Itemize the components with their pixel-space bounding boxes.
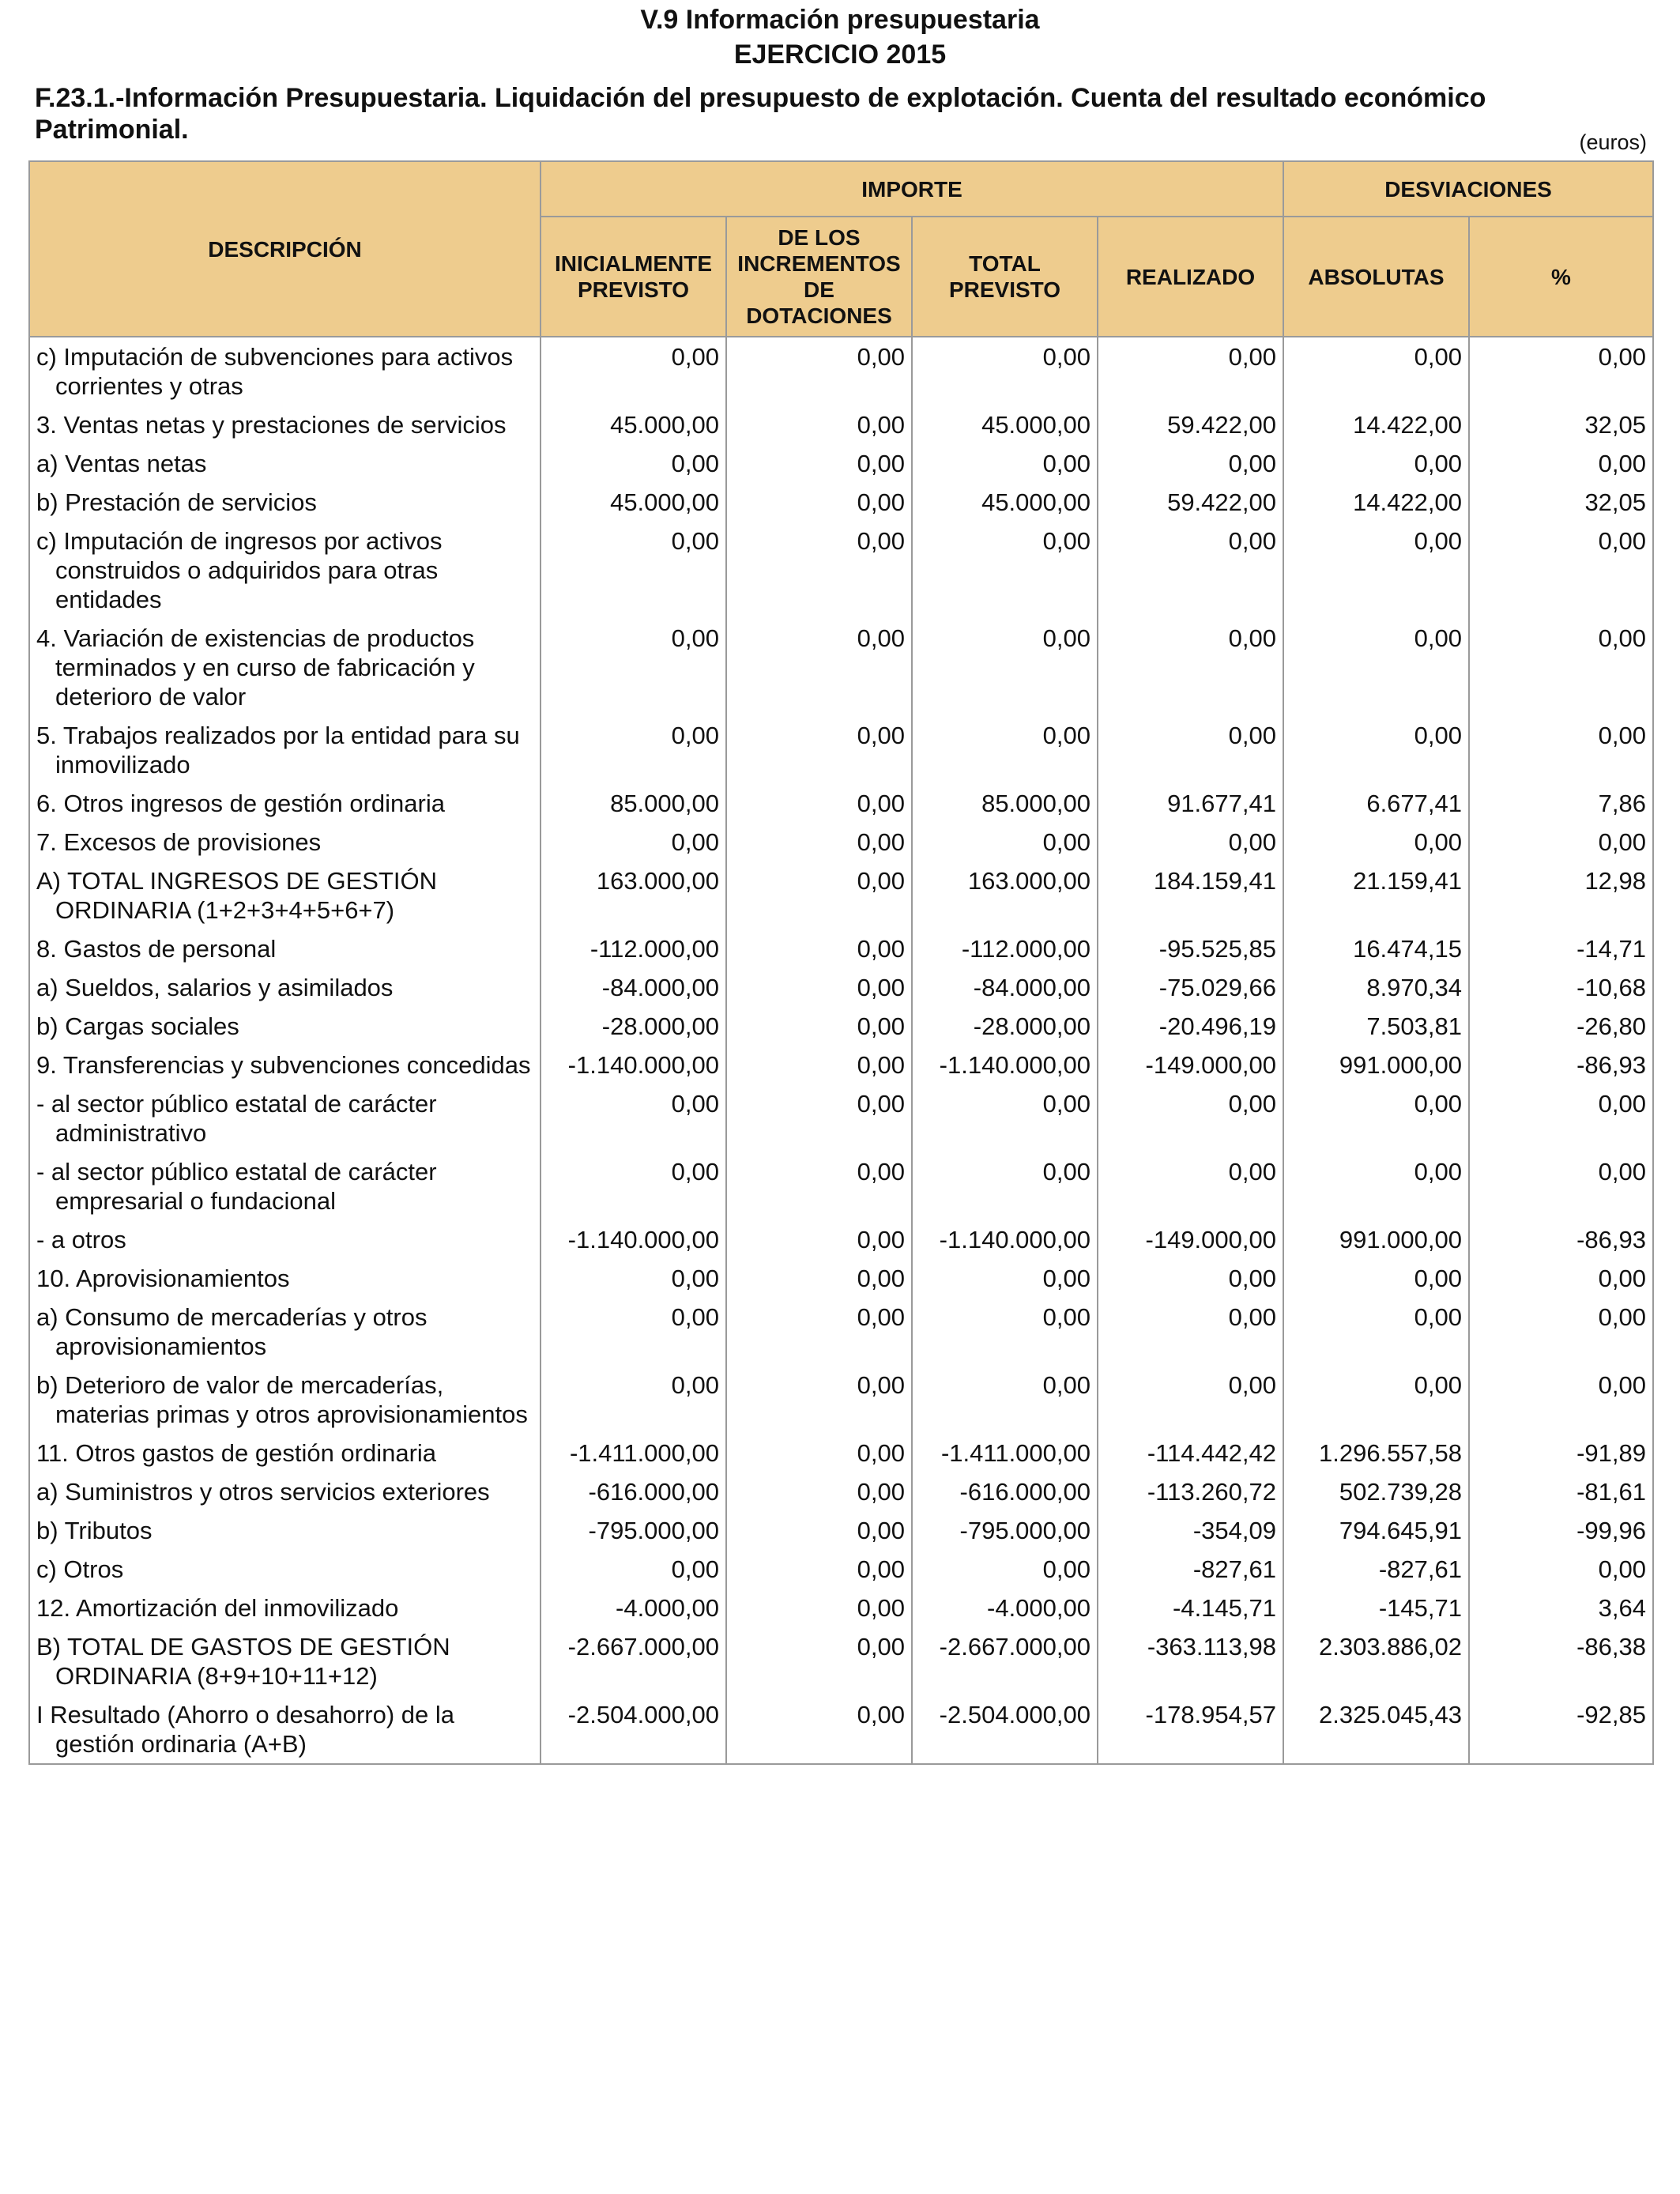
incrementos-cell: 0,00 [726,1472,912,1511]
total-previsto-cell: -28.000,00 [912,1007,1098,1046]
absolutas-cell: 0,00 [1283,522,1469,619]
table-row [29,1627,1653,1695]
absolutas-cell: 8.970,34 [1283,968,1469,1007]
incrementos-cell: 0,00 [726,483,912,522]
realizado-cell: -114.442,42 [1098,1434,1283,1472]
realizado-cell: 0,00 [1098,823,1283,861]
realizado-cell: -363.113,98 [1098,1627,1283,1695]
incrementos-cell: 0,00 [726,522,912,619]
realizado-cell: 0,00 [1098,1259,1283,1298]
inicialmente-previsto-cell: 0,00 [541,716,726,784]
description-cell: B) TOTAL DE GASTOS DE GESTIÓN ORDINARIA (8+9+10+11+12) [29,1627,541,1695]
incrementos-cell: 0,00 [726,405,912,444]
incrementos-cell: 0,00 [726,1220,912,1259]
porcentaje-cell: -10,68 [1469,968,1653,1007]
incrementos-cell: 0,00 [726,1084,912,1152]
description-cell: 6. Otros ingresos de gestión ordinaria [29,784,541,823]
header-incrementos: DE LOS INCREMENTOS DE DOTACIONES [726,217,912,337]
total-previsto-cell: 0,00 [912,444,1098,483]
total-previsto-cell: 85.000,00 [912,784,1098,823]
realizado-cell: 91.677,41 [1098,784,1283,823]
table-row [29,716,1653,784]
realizado-cell: 184.159,41 [1098,861,1283,929]
total-previsto-cell: 0,00 [912,1550,1098,1589]
porcentaje-cell: 0,00 [1469,823,1653,861]
incrementos-cell: 0,00 [726,929,912,968]
porcentaje-cell: 0,00 [1469,1366,1653,1434]
table-row [29,1589,1653,1627]
table-row [29,1550,1653,1589]
description-cell: c) Otros [29,1550,541,1589]
porcentaje-cell: 0,00 [1469,716,1653,784]
inicialmente-previsto-cell: -112.000,00 [541,929,726,968]
description-cell: - al sector público estatal de carácter empresarial o fundacional [29,1152,541,1220]
budget-table [28,160,1654,1765]
realizado-cell: 0,00 [1098,1152,1283,1220]
description-cell: c) Imputación de ingresos por activos construidos o adquiridos para otras entidades [29,522,541,619]
table-row [29,861,1653,929]
porcentaje-cell: 0,00 [1469,1084,1653,1152]
porcentaje-cell: 0,00 [1469,1298,1653,1366]
absolutas-cell: 991.000,00 [1283,1220,1469,1259]
realizado-cell: 59.422,00 [1098,483,1283,522]
incrementos-cell: 0,00 [726,444,912,483]
table-row [29,823,1653,861]
absolutas-cell: 2.303.886,02 [1283,1627,1469,1695]
section-title: V.9 Información presupuestaria [640,5,1040,35]
total-previsto-cell: 0,00 [912,1084,1098,1152]
table-row [29,444,1653,483]
realizado-cell: -95.525,85 [1098,929,1283,968]
description-cell: 5. Trabajos realizados por la entidad para su inmovilizado [29,716,541,784]
realizado-cell: 59.422,00 [1098,405,1283,444]
total-previsto-cell: 0,00 [912,1298,1098,1366]
inicialmente-previsto-cell: 0,00 [541,619,726,716]
total-previsto-cell: 0,00 [912,337,1098,405]
description-cell: 10. Aprovisionamientos [29,1259,541,1298]
description-cell: b) Cargas sociales [29,1007,541,1046]
description-cell: b) Prestación de servicios [29,483,541,522]
table-row [29,522,1653,619]
description-cell: I Resultado (Ahorro o desahorro) de la gestión ordinaria (A+B) [29,1695,541,1764]
total-previsto-cell: -616.000,00 [912,1472,1098,1511]
total-previsto-cell: 0,00 [912,716,1098,784]
porcentaje-cell: -99,96 [1469,1511,1653,1550]
porcentaje-cell: 0,00 [1469,337,1653,405]
inicialmente-previsto-cell: -1.140.000,00 [541,1046,726,1084]
realizado-cell: 0,00 [1098,716,1283,784]
table-body [29,337,1653,1764]
absolutas-cell: 2.325.045,43 [1283,1695,1469,1764]
table-row [29,968,1653,1007]
total-previsto-cell: 163.000,00 [912,861,1098,929]
description-cell: a) Ventas netas [29,444,541,483]
porcentaje-cell: 32,05 [1469,405,1653,444]
total-previsto-cell: -1.411.000,00 [912,1434,1098,1472]
absolutas-cell: 0,00 [1283,1259,1469,1298]
porcentaje-cell: -92,85 [1469,1695,1653,1764]
total-previsto-cell: -2.504.000,00 [912,1695,1098,1764]
absolutas-cell: 14.422,00 [1283,483,1469,522]
table-row [29,1298,1653,1366]
header-descripcion: DESCRIPCIÓN [29,161,541,337]
table-row [29,1152,1653,1220]
porcentaje-cell: -26,80 [1469,1007,1653,1046]
inicialmente-previsto-cell: 85.000,00 [541,784,726,823]
realizado-cell: 0,00 [1098,1298,1283,1366]
description-cell: b) Tributos [29,1511,541,1550]
incrementos-cell: 0,00 [726,1627,912,1695]
realizado-cell: 0,00 [1098,522,1283,619]
absolutas-cell: 6.677,41 [1283,784,1469,823]
absolutas-cell: 0,00 [1283,337,1469,405]
exercise-year: EJERCICIO 2015 [733,40,947,70]
inicialmente-previsto-cell: 0,00 [541,823,726,861]
absolutas-cell: -145,71 [1283,1589,1469,1627]
table-row [29,1366,1653,1434]
incrementos-cell: 0,00 [726,968,912,1007]
absolutas-cell: 794.645,91 [1283,1511,1469,1550]
absolutas-cell: 1.296.557,58 [1283,1434,1469,1472]
description-cell: c) Imputación de subvenciones para activos corrientes y otras [29,337,541,405]
inicialmente-previsto-cell: 0,00 [541,444,726,483]
total-previsto-cell: -2.667.000,00 [912,1627,1098,1695]
realizado-cell: 0,00 [1098,444,1283,483]
inicialmente-previsto-cell: 0,00 [541,1298,726,1366]
realizado-cell: -4.145,71 [1098,1589,1283,1627]
inicialmente-previsto-cell: -84.000,00 [541,968,726,1007]
absolutas-cell: -827,61 [1283,1550,1469,1589]
description-cell: 11. Otros gastos de gestión ordinaria [29,1434,541,1472]
porcentaje-cell: 0,00 [1469,619,1653,716]
realizado-cell: -178.954,57 [1098,1695,1283,1764]
absolutas-cell: 0,00 [1283,716,1469,784]
description-cell: A) TOTAL INGRESOS DE GESTIÓN ORDINARIA (1+2+3+4+5+6+7) [29,861,541,929]
inicialmente-previsto-cell: 0,00 [541,1366,726,1434]
total-previsto-cell: -112.000,00 [912,929,1098,968]
table-row [29,784,1653,823]
incrementos-cell: 0,00 [726,337,912,405]
incrementos-cell: 0,00 [726,1007,912,1046]
incrementos-cell: 0,00 [726,861,912,929]
header-absolutas: ABSOLUTAS [1283,217,1469,337]
porcentaje-cell: 0,00 [1469,444,1653,483]
porcentaje-cell: 32,05 [1469,483,1653,522]
absolutas-cell: 21.159,41 [1283,861,1469,929]
description-cell: 3. Ventas netas y prestaciones de servicios [29,405,541,444]
realizado-cell: -827,61 [1098,1550,1283,1589]
table-row [29,1220,1653,1259]
realizado-cell: -75.029,66 [1098,968,1283,1007]
total-previsto-cell: 0,00 [912,1152,1098,1220]
porcentaje-cell: -14,71 [1469,929,1653,968]
incrementos-cell: 0,00 [726,1434,912,1472]
absolutas-cell: 0,00 [1283,823,1469,861]
inicialmente-previsto-cell: -28.000,00 [541,1007,726,1046]
incrementos-cell: 0,00 [726,823,912,861]
absolutas-cell: 0,00 [1283,1366,1469,1434]
absolutas-cell: 16.474,15 [1283,929,1469,968]
absolutas-cell: 0,00 [1283,444,1469,483]
total-previsto-cell: 0,00 [912,823,1098,861]
total-previsto-cell: -1.140.000,00 [912,1220,1098,1259]
total-previsto-cell: -1.140.000,00 [912,1046,1098,1084]
total-previsto-cell: 0,00 [912,619,1098,716]
header-group-importe: IMPORTE [541,161,1283,217]
incrementos-cell: 0,00 [726,1152,912,1220]
incrementos-cell: 0,00 [726,1695,912,1764]
incrementos-cell: 0,00 [726,1550,912,1589]
realizado-cell: -20.496,19 [1098,1007,1283,1046]
incrementos-cell: 0,00 [726,619,912,716]
table-row [29,1511,1653,1550]
table-row [29,405,1653,444]
total-previsto-cell: -795.000,00 [912,1511,1098,1550]
table-row [29,1472,1653,1511]
table-row [29,1695,1653,1764]
porcentaje-cell: -86,93 [1469,1220,1653,1259]
absolutas-cell: 991.000,00 [1283,1046,1469,1084]
incrementos-cell: 0,00 [726,1259,912,1298]
porcentaje-cell: -91,89 [1469,1434,1653,1472]
absolutas-cell: 502.739,28 [1283,1472,1469,1511]
incrementos-cell: 0,00 [726,1589,912,1627]
realizado-cell: 0,00 [1098,337,1283,405]
porcentaje-cell: 0,00 [1469,1550,1653,1589]
inicialmente-previsto-cell: -1.140.000,00 [541,1220,726,1259]
incrementos-cell: 0,00 [726,784,912,823]
porcentaje-cell: 0,00 [1469,1259,1653,1298]
absolutas-cell: 0,00 [1283,619,1469,716]
report-subtitle: F.23.1.-Información Presupuestaria. Liquidación del presupuesto de explotación. Cuenta del resultado económico Patrimonial. [35,83,1486,145]
table-row [29,1259,1653,1298]
absolutas-cell: 0,00 [1283,1084,1469,1152]
realizado-cell: 0,00 [1098,1084,1283,1152]
description-cell: 4. Variación de existencias de productos terminados y en curso de fabricación y deterioro de valor [29,619,541,716]
description-cell: 12. Amortización del inmovilizado [29,1589,541,1627]
total-previsto-cell: 0,00 [912,1366,1098,1434]
table-row [29,483,1653,522]
inicialmente-previsto-cell: 45.000,00 [541,405,726,444]
incrementos-cell: 0,00 [726,1046,912,1084]
table-row [29,337,1653,405]
description-cell: 8. Gastos de personal [29,929,541,968]
inicialmente-previsto-cell: 0,00 [541,1152,726,1220]
description-cell: - a otros [29,1220,541,1259]
description-cell: a) Suministros y otros servicios exteriores [29,1472,541,1511]
table-row [29,1084,1653,1152]
absolutas-cell: 0,00 [1283,1298,1469,1366]
header-group-desviaciones: DESVIACIONES [1283,161,1653,217]
inicialmente-previsto-cell: 0,00 [541,522,726,619]
inicialmente-previsto-cell: 0,00 [541,1550,726,1589]
total-previsto-cell: 0,00 [912,522,1098,619]
inicialmente-previsto-cell: -616.000,00 [541,1472,726,1511]
table-row [29,1434,1653,1472]
table-row [29,929,1653,968]
inicialmente-previsto-cell: 0,00 [541,1259,726,1298]
absolutas-cell: 14.422,00 [1283,405,1469,444]
porcentaje-cell: -86,93 [1469,1046,1653,1084]
header-realizado: REALIZADO [1098,217,1283,337]
total-previsto-cell: -4.000,00 [912,1589,1098,1627]
description-cell: 9. Transferencias y subvenciones concedidas [29,1046,541,1084]
table-row [29,1007,1653,1046]
porcentaje-cell: 3,64 [1469,1589,1653,1627]
realizado-cell: 0,00 [1098,619,1283,716]
header-inicialmente-previsto: INICIALMENTE PREVISTO [541,217,726,337]
porcentaje-cell: 0,00 [1469,522,1653,619]
realizado-cell: -354,09 [1098,1511,1283,1550]
inicialmente-previsto-cell: 0,00 [541,1084,726,1152]
realizado-cell: -149.000,00 [1098,1220,1283,1259]
porcentaje-cell: 0,00 [1469,1152,1653,1220]
realizado-cell: -113.260,72 [1098,1472,1283,1511]
incrementos-cell: 0,00 [726,1511,912,1550]
description-cell: 7. Excesos de provisiones [29,823,541,861]
total-previsto-cell: -84.000,00 [912,968,1098,1007]
incrementos-cell: 0,00 [726,716,912,784]
inicialmente-previsto-cell: -1.411.000,00 [541,1434,726,1472]
inicialmente-previsto-cell: -4.000,00 [541,1589,726,1627]
porcentaje-cell: 7,86 [1469,784,1653,823]
header-porcentaje: % [1469,217,1653,337]
absolutas-cell: 7.503,81 [1283,1007,1469,1046]
inicialmente-previsto-cell: 163.000,00 [541,861,726,929]
table-row [29,619,1653,716]
total-previsto-cell: 0,00 [912,1259,1098,1298]
total-previsto-cell: 45.000,00 [912,483,1098,522]
description-cell: b) Deterioro de valor de mercaderías, materias primas y otros aprovisionamientos [29,1366,541,1434]
realizado-cell: -149.000,00 [1098,1046,1283,1084]
currency-unit: (euros) [1579,130,1647,154]
incrementos-cell: 0,00 [726,1298,912,1366]
inicialmente-previsto-cell: 0,00 [541,337,726,405]
absolutas-cell: 0,00 [1283,1152,1469,1220]
header-total-previsto: TOTAL PREVISTO [912,217,1098,337]
inicialmente-previsto-cell: -2.504.000,00 [541,1695,726,1764]
description-cell: a) Sueldos, salarios y asimilados [29,968,541,1007]
table-row [29,1046,1653,1084]
total-previsto-cell: 45.000,00 [912,405,1098,444]
porcentaje-cell: -86,38 [1469,1627,1653,1695]
description-cell: - al sector público estatal de carácter administrativo [29,1084,541,1152]
porcentaje-cell: 12,98 [1469,861,1653,929]
inicialmente-previsto-cell: 45.000,00 [541,483,726,522]
porcentaje-cell: -81,61 [1469,1472,1653,1511]
inicialmente-previsto-cell: -2.667.000,00 [541,1627,726,1695]
inicialmente-previsto-cell: -795.000,00 [541,1511,726,1550]
realizado-cell: 0,00 [1098,1366,1283,1434]
incrementos-cell: 0,00 [726,1366,912,1434]
description-cell: a) Consumo de mercaderías y otros aprovisionamientos [29,1298,541,1366]
